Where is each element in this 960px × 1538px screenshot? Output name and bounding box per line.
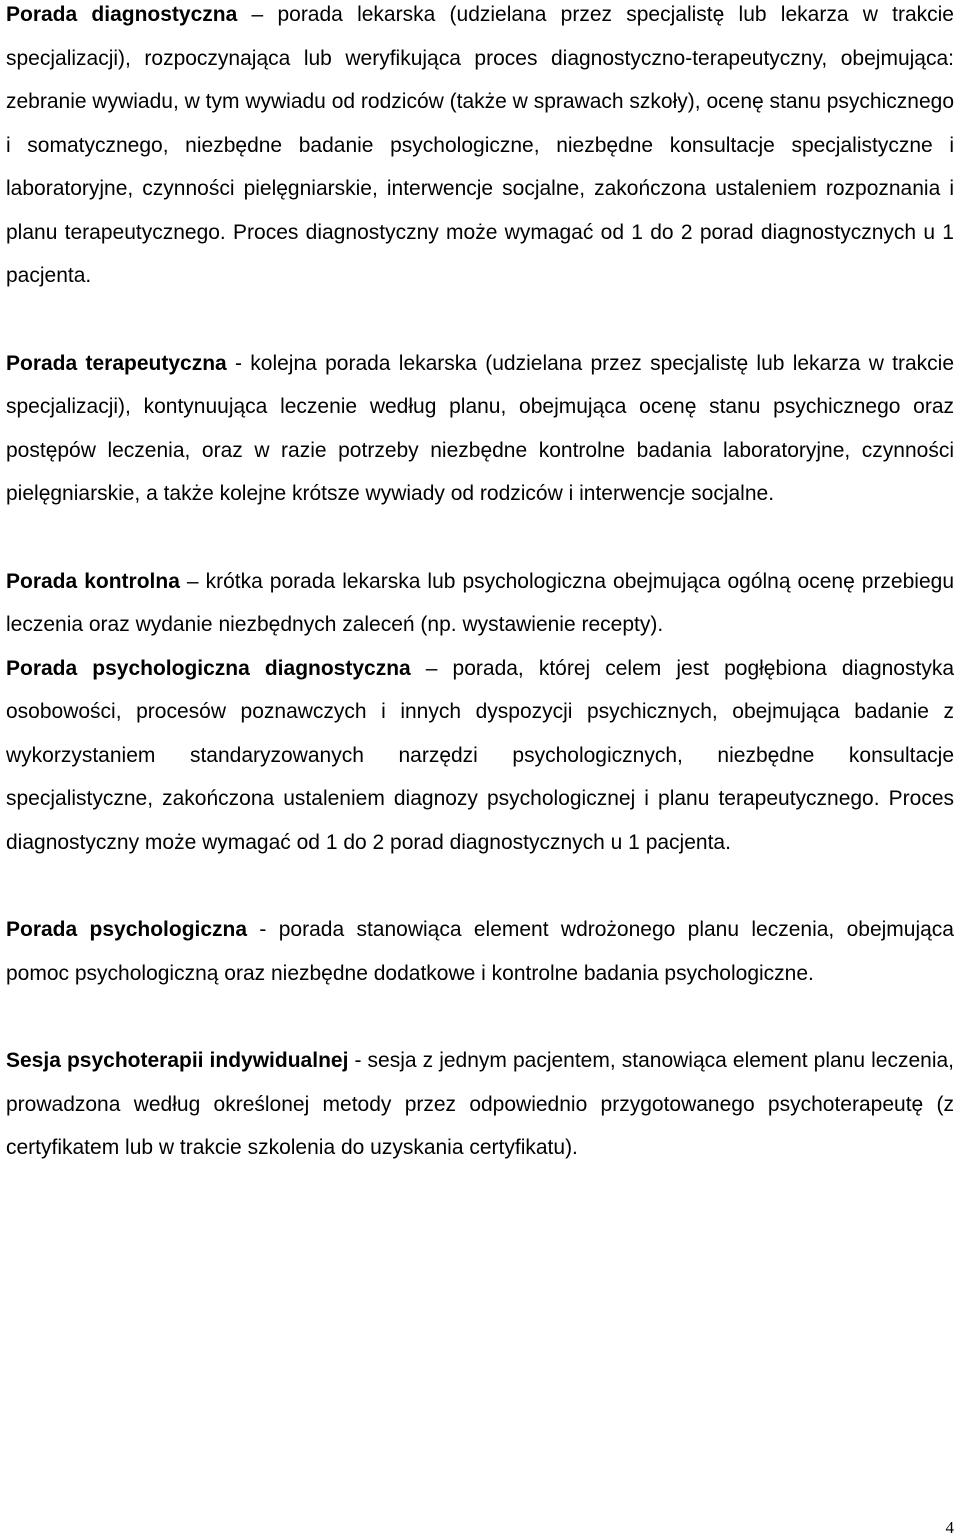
definition-text: - porada stanowiąca element wdrożonego planu leczenia, obejmująca pomoc psychologiczną oraz niezbędne dodatkowe i kontrolne badania psychologiczne. (6, 918, 954, 985)
paragraph-gap (6, 995, 954, 1039)
document-body (6, 0, 954, 1170)
term-label: Porada kontrolna (6, 569, 180, 593)
term-label: Sesja psychoterapii indywidualnej (6, 1049, 349, 1072)
paragraph-gap (6, 516, 954, 560)
definition-text: – krótka porada lekarska lub psychologiczna obejmująca ogólną ocenę przebiegu leczenia oraz wydanie niezbędnych zaleceń (np. wystawienie recepty). (6, 569, 954, 636)
definition-porada-psychologiczna (6, 908, 954, 995)
definition-sesja-psychoterapii (6, 1039, 954, 1170)
definition-porada-kontrolna (6, 560, 954, 647)
term-label: Porada diagnostyczna (6, 3, 238, 26)
definition-text: – porada, której celem jest pogłębiona diagnostyka osobowości, procesów poznawczych i innych dyspozycji psychicznych, obejmująca badanie z wykorzystaniem standaryzowanych narzędzi psychologicznych, niezbędne konsultacje specjalistyczne, zakończona ustaleniem diagnozy psychologicznej i planu terapeutycznego. Proces diagnostyczny może wymagać od 1 do 2 porad diagnostycznych u 1 pacjenta. (6, 656, 954, 854)
term-label: Porada terapeutyczna (6, 351, 227, 375)
definition-text: - kolejna porada lekarska (udzielana przez specjalistę lub lekarza w trakcie specjalizacji), kontynuująca leczenie według planu, obejmująca ocenę stanu psychicznego oraz postępów leczenia, oraz w razie potrzeby niezbędne kontrolne badania laboratoryjne, czynności pielęgniarskie, a także kolejne krótsze wywiady od rodziców i interwencje socjalne. (6, 351, 955, 505)
definition-porada-diagnostyczna (6, 0, 954, 298)
paragraph-gap (6, 864, 954, 908)
definition-text: – porada lekarska (udzielana przez specjalistę lub lekarza w trakcie specjalizacji), rozpoczynająca lub weryfikująca proces diagnostyczno-terapeutyczny, obejmująca: zebranie wywiadu, w tym wywiadu od rodziców (także w sprawach szkoły), ocenę stanu psychicznego i somatycznego, niezbędne badanie psychologiczne, niezbędne konsultacje specjalistyczne i laboratoryjne, czynności pielęgniarskie, interwencje socjalne, zakończona ustaleniem rozpoznania i planu terapeutycznego. Proces diagnostyczny może wymagać od 1 do 2 porad diagnostycznych u 1 pacjenta. (6, 3, 954, 287)
paragraph-gap (6, 298, 954, 342)
page-number: 4 (945, 1518, 954, 1537)
term-label: Porada psychologiczna diagnostyczna (6, 656, 411, 680)
definition-text: - sesja z jednym pacjentem, stanowiąca element planu leczenia, prowadzona według określonej metody przez odpowiednio przygotowanego psychoterapeutę (z certyfikatem lub w trakcie szkolenia do uzyskania certyfikatu). (6, 1049, 954, 1159)
definition-porada-psychologiczna-diagnostyczna (6, 647, 954, 865)
definition-porada-terapeutyczna (6, 342, 954, 516)
term-label: Porada psychologiczna (6, 918, 248, 941)
